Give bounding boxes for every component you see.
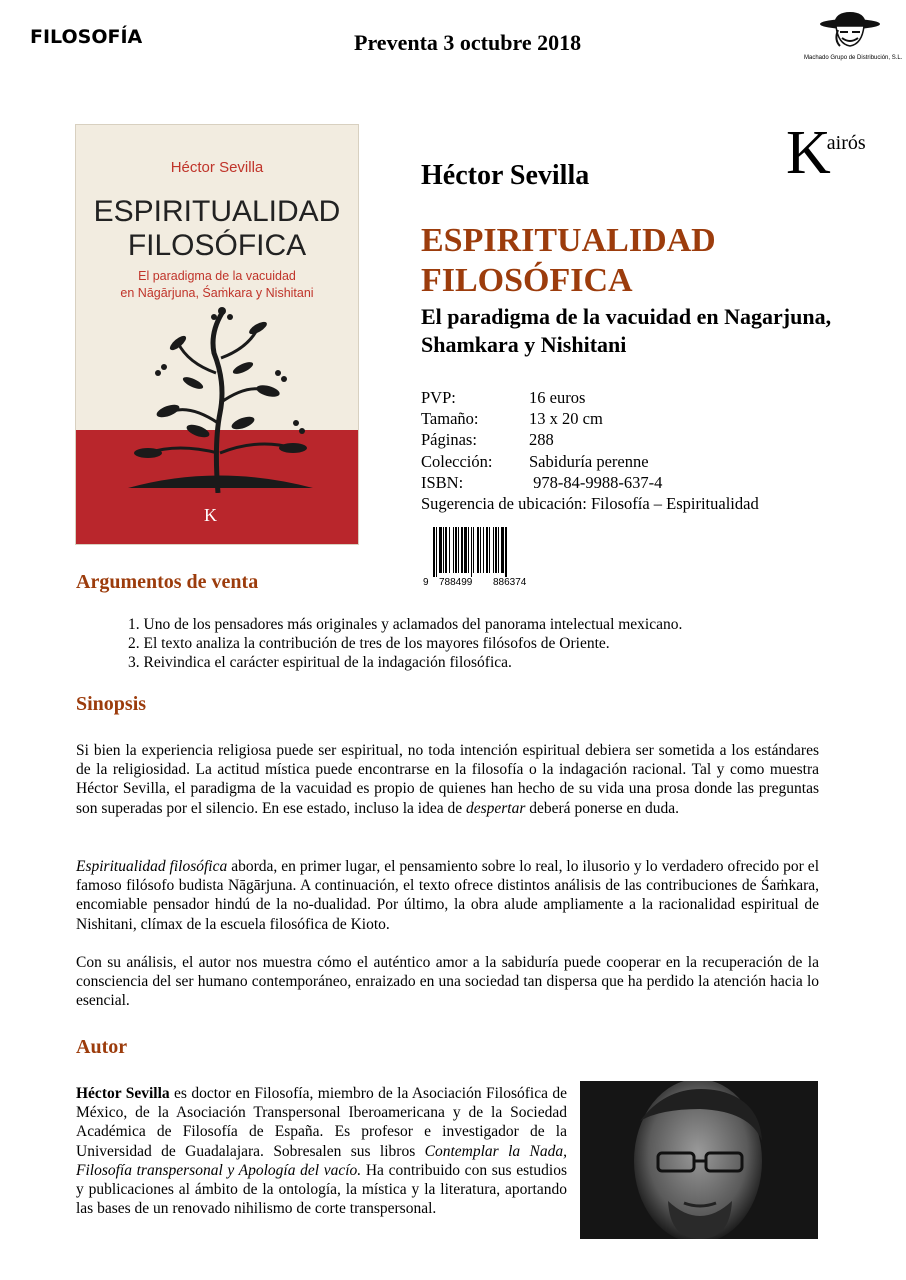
barcode-bar [468, 527, 469, 573]
barcode-bar [495, 527, 497, 573]
cover-publisher-mark: K [204, 505, 217, 525]
spec-label: Tamaño: [421, 409, 479, 429]
barcode-bar [449, 527, 450, 573]
cover-author: Héctor Sevilla [170, 159, 264, 176]
spec-value: 16 euros [529, 388, 586, 407]
barcode-bar [433, 527, 435, 577]
specs-list [421, 387, 759, 514]
barcode-bar [436, 527, 437, 577]
barcode-bar [443, 527, 444, 573]
distributor-name: Machado Grupo de Distribución, S.L. [804, 55, 903, 61]
italic-book-list: Contemplar la Nada, Filosofía transpersonal y Apología del vacío. [76, 1142, 568, 1179]
barcode-bar [483, 527, 484, 573]
italic-term: despertar [465, 799, 526, 817]
barcode-bar [461, 527, 463, 573]
publisher-logo [786, 112, 866, 187]
barcode-bar [493, 527, 494, 573]
list-item: 3. Reivindica el carácter espiritual de la indagación filosófica. [128, 654, 512, 671]
barcode-bar [498, 527, 499, 573]
spec-row-size [421, 408, 759, 429]
cover-title-line1: ESPIRITUALIDAD [93, 195, 341, 228]
spec-label: Páginas: [421, 430, 477, 450]
publisher-logo-letter: K [786, 119, 831, 187]
cover-title [76, 195, 358, 263]
publisher-logo-text: airós [826, 132, 866, 154]
synopsis-heading: Sinopsis [76, 693, 147, 715]
book-title-line2: FILOSÓFICA [421, 262, 633, 299]
barcode-group2: 886374 [493, 577, 527, 587]
presale-date: Preventa 3 octubre 2018 [354, 30, 582, 55]
category-label: FILOSOFÍA [30, 26, 143, 48]
spec-value: 13 x 20 cm [529, 409, 603, 429]
spec-value: 288 [529, 430, 554, 450]
text-span: deberá ponerse en duda. [525, 799, 680, 817]
barcode-bar [445, 527, 447, 573]
barcode-bar [477, 527, 479, 573]
barcode-bar [455, 527, 457, 573]
text-span: Si bien la experiencia religiosa puede ser espiritual, no toda intención espiritual debiera ser sometida a los estándares de la religiosidad. La actitud mística puede encontrarse en la filosofía o la indagación racional. Tal y como muestra Héctor Sevilla, el paradigma de la vacuidad es propio de quienes han hecho de su vida una prosa donde las preguntas son superadas por el silencio. En ese estado, incluso la idea de [76, 742, 819, 817]
spec-label: Colección: [421, 451, 493, 471]
spec-label: PVP: [421, 388, 456, 407]
book-title [421, 221, 716, 301]
barcode-bar [473, 527, 474, 573]
cover-subtitle-line2: en Nāgārjuna, Śaṁkara y Nishitani [120, 286, 314, 300]
list-item: 1. Uno de los pensadores más originales y aclamados del panorama intelectual mexicano. [128, 616, 683, 633]
hat-face-icon [804, 10, 894, 54]
cover-subtitle [76, 268, 358, 302]
barcode-bar [458, 527, 459, 573]
barcode-bar [453, 527, 454, 573]
book-cover [75, 124, 359, 545]
spec-row-pvp [421, 387, 759, 408]
spec-label: ISBN: [421, 472, 464, 492]
spec-row-pages [421, 429, 759, 450]
tree-illustration-icon [118, 303, 318, 493]
synopsis-paragraph-1 [76, 741, 819, 818]
book-title-line1: ESPIRITUALIDAD [421, 222, 716, 259]
cover-subtitle-line1: El paradigma de la vacuidad [138, 269, 296, 283]
list-item: 2. El texto analiza la contribución de tres de los mayores filósofos de Oriente. [128, 635, 610, 652]
text-span: Ha contribuido con sus estudios y publicaciones al ámbito de la ontología, la mística y la literatura, aportando las bases de un renovado nihilismo de corte transpersonal. [76, 1161, 567, 1218]
barcode-bar [439, 527, 442, 573]
author-heading: Autor [76, 1036, 128, 1058]
spec-row-isbn [421, 472, 759, 493]
barcode-group1: 788499 [439, 577, 473, 587]
spec-row-collection [421, 451, 759, 472]
text-span: es doctor en Filosofía, miembro de la Asociación Filosófica de México, de la Asociación Transpersonal Iberoamericana y de la Sociedad Académica de Filosofía de España. Es profesor e investigador de la Universidad de Guadalajara. Sobresalen sus libros [76, 1085, 568, 1160]
location-suggestion: Sugerencia de ubicación: Filosofía – Espiritualidad [421, 494, 759, 514]
barcode-bar [489, 527, 490, 573]
distributor-logo [804, 10, 903, 65]
book-subtitle: El paradigma de la vacuidad en Nagarjuna, Shamkara y Nishitani [421, 304, 832, 357]
cover-title-line2: FILOSÓFICA [127, 229, 307, 262]
barcode-bar [471, 527, 472, 577]
synopsis-paragraph-2 [76, 857, 819, 934]
italic-book-title: Espiritualidad filosófica [76, 858, 228, 875]
text-span: aborda, en primer lugar, el pensamiento sobre lo real, lo ilusorio y lo verdadero ofrecido por el famoso filósofo budista Nāgārjuna. A continuación, el texto ofrece distintos análisis de las contribuciones de Śaṁkara, encomiable pensador hindú de la no-dualidad. Por último, la obra alude ampliamente a la racionalidad espiritual de Nishitani, clímax de la escuela filosófica de Kioto. [76, 858, 819, 933]
barcode-bar [501, 527, 504, 573]
author-portrait-icon [580, 1081, 818, 1239]
barcode-bar [464, 527, 467, 573]
author-bio [76, 1084, 567, 1218]
barcode-first-digit: 9 [423, 577, 429, 587]
synopsis-paragraph-3: Con su análisis, el autor nos muestra cómo el auténtico amor a la sabiduría puede cooperar en la recuperación de la consciencia del ser humano contemporáneo, enraizado en una sociedad tan dispersa que ha perdido la atención hacia lo esencial. [76, 954, 819, 1010]
author-name: Héctor Sevilla [421, 160, 590, 191]
author-photo [580, 1081, 818, 1239]
selling-points-list [128, 615, 682, 672]
barcode-icon [423, 527, 543, 587]
spec-value: Sabiduría perenne [529, 451, 649, 471]
barcode-bar [486, 527, 488, 573]
spec-value: 978-84-9988-637-4 [529, 472, 663, 492]
barcode-bar [505, 527, 507, 577]
barcode-bar [480, 527, 481, 573]
author-bio-name: Héctor Sevilla [76, 1085, 170, 1102]
selling-points-heading: Argumentos de venta [76, 571, 259, 593]
